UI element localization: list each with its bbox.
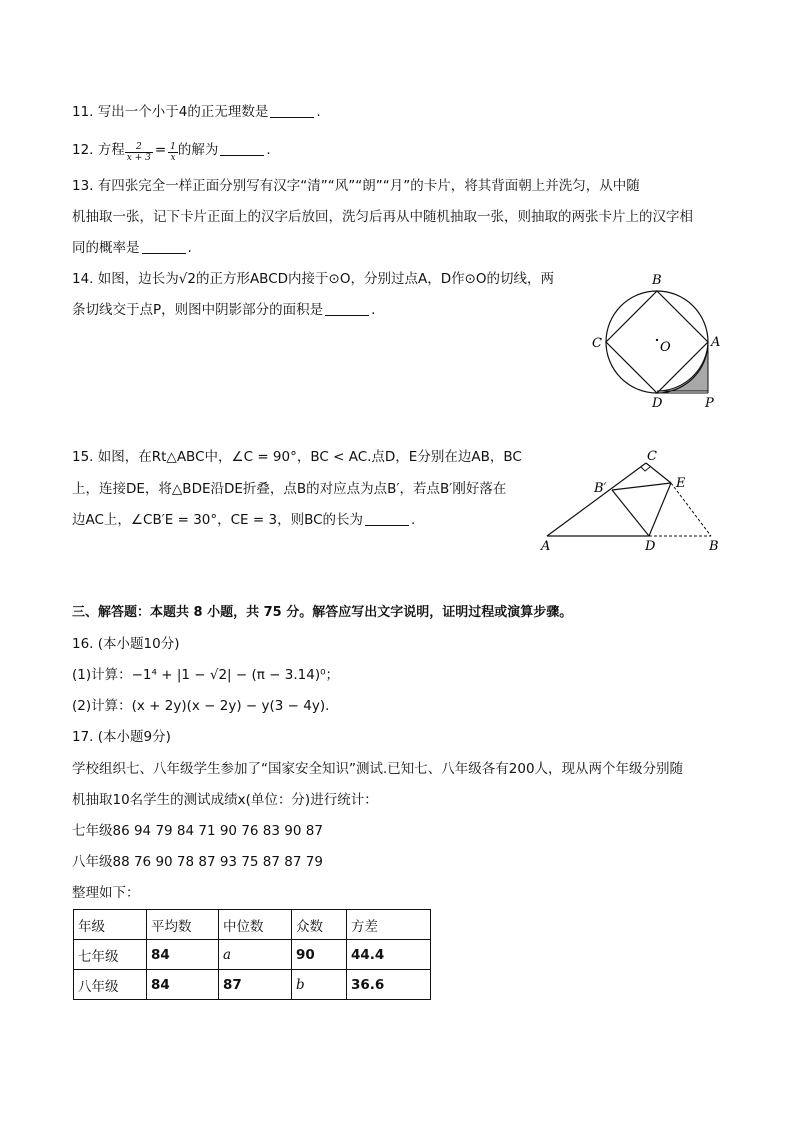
table-cell: 八年级 [74, 970, 147, 1000]
table-cell: 七年级 [74, 940, 147, 970]
question-17-header: 17. (本小题9分) [72, 729, 171, 745]
question-15-line-2: 上，连接DE，将△BDE沿DE折叠，点B的对应点为点B′，若点B′刚好落在 [72, 481, 507, 497]
answer-blank[interactable] [325, 301, 369, 316]
question-13-line-2: 机抽取一张，记下卡片正面上的汉字后放回，洗匀后再从中随机抽取一张，则抽取的两张卡片上的汉字相 [72, 209, 693, 225]
question-12: 12. 方程 $\frac{2}{x + 3}$ = $\frac{1}{x}$ 的解为 . [72, 142, 271, 163]
segment-b1e [612, 483, 671, 490]
label-b: B [652, 273, 662, 288]
segment-ac [547, 463, 646, 536]
answer-blank[interactable] [270, 103, 314, 118]
question-16-header: 16. (本小题10分) [72, 636, 180, 652]
question-13-line-1: 13. 有四张完全一样正面分别写有汉字“清”“风”“朗”“月”的卡片，将其背面朝上并洗匀，从中随 [72, 178, 640, 194]
question-14-line-2: 条切线交于点P，则图中阴影部分的面积是 . [72, 302, 376, 318]
q14-circle-figure [580, 265, 730, 415]
question-16-part-1: (1)计算：−1⁴ + |1 − √2| − (π − 3.14)⁰； [72, 667, 340, 683]
question-11: 11. 写出一个小于4的正无理数是 . [72, 104, 321, 120]
table-cell: 87 [219, 970, 292, 1000]
table-header-cell: 方差 [347, 910, 431, 940]
question-17-line-1: 学校组织七、八年级学生参加了“国家安全知识”测试.已知七、八年级各有200人，现从两个年级分别随 [72, 761, 684, 777]
right-angle-mark [641, 467, 650, 471]
table-row [74, 970, 431, 1000]
center-point [656, 339, 658, 341]
question-15-line-3: 边AC上，∠CB′E = 30°，CE = 3，则BC的长为 . [72, 512, 416, 528]
table-cell: b [292, 970, 347, 1000]
segment-b1d [612, 490, 649, 536]
label-a: A [711, 335, 721, 350]
grade-7-scores: 七年级86 94 79 84 71 90 76 83 90 87 [72, 823, 323, 839]
grade-8-scores: 八年级88 76 90 78 87 93 75 87 87 79 [72, 854, 323, 870]
table-header-cell: 平均数 [147, 910, 219, 940]
table-header-cell: 众数 [292, 910, 347, 940]
answer-blank[interactable] [142, 239, 186, 254]
table-cell: 44.4 [347, 940, 431, 970]
label-p: P [705, 396, 714, 411]
table-row [74, 940, 431, 970]
organize-label: 整理如下： [72, 885, 140, 901]
label-d: D [645, 539, 656, 554]
circle-o [606, 291, 708, 393]
table-cell: 90 [292, 940, 347, 970]
question-15-line-1: 15. 如图，在Rt△ABC中，∠C = 90°，BC < AC.点D，E分别在边AB，BC [72, 449, 522, 465]
segment-de [649, 483, 671, 536]
label-o: O [660, 340, 671, 355]
fraction-1-over-x: $\frac{1}{x}$ [170, 142, 176, 163]
question-17-line-2: 机抽取10名学生的测试成绩x(单位：分)进行统计： [72, 792, 378, 808]
table-cell: 36.6 [347, 970, 431, 1000]
label-d: D [652, 396, 663, 411]
label-c: C [647, 449, 657, 464]
question-14-line-1: 14. 如图，边长为√2的正方形ABCD内接于⊙O，分别过点A，D作⊙O的切线，两 [72, 271, 555, 287]
table-header-cell: 年级 [74, 910, 147, 940]
statistics-table [73, 909, 431, 1000]
question-13-line-3: 同的概率是 . [72, 240, 192, 256]
fraction-2-over-x-plus-3: $\frac{2}{x + 3}$ [126, 142, 151, 163]
question-16-part-2: (2)计算：(x + 2y)(x − 2y) − y(3 − 4y). [72, 698, 330, 714]
label-b-prime: B′ [594, 481, 607, 496]
table-cell: 84 [147, 970, 219, 1000]
label-c: C [592, 336, 602, 351]
question-11-text: 11. 写出一个小于4的正无理数是 [72, 104, 269, 120]
q15-triangle-figure [535, 445, 735, 555]
section-3-title: 三、解答题：本题共 8 小题，共 75 分。解答应写出文字说明，证明过程或演算步骤。 [72, 605, 573, 620]
table-cell: 84 [147, 940, 219, 970]
answer-blank[interactable] [365, 511, 409, 526]
label-e: E [676, 476, 686, 491]
table-header-cell: 中位数 [219, 910, 292, 940]
label-b: B [709, 539, 719, 554]
table-header-row [74, 910, 431, 940]
table-cell: a [219, 940, 292, 970]
label-a: A [541, 539, 551, 554]
segment-ce [646, 463, 671, 483]
answer-blank[interactable] [220, 141, 264, 156]
